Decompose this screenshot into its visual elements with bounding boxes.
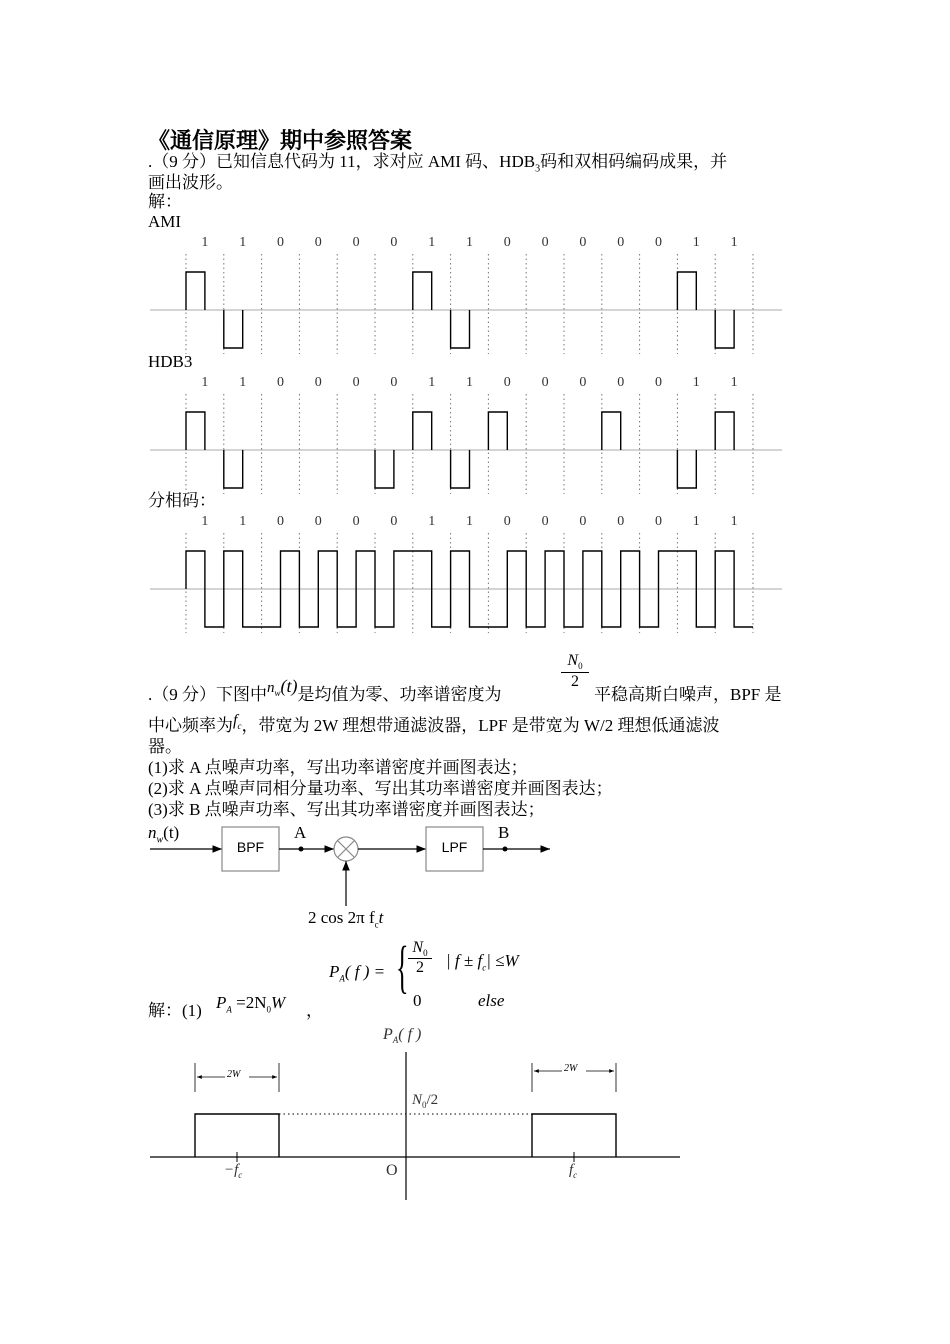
pa-rhs-tail: W: [271, 993, 286, 1012]
plot-right-band: [532, 1114, 616, 1157]
pa-comma: ，: [306, 1001, 323, 1020]
case1-num: N: [412, 939, 424, 956]
input-t: (t): [163, 823, 180, 842]
plot-y-sub: A: [392, 1035, 399, 1046]
point-b-dot: [503, 847, 508, 852]
fc-sub: c: [237, 721, 242, 732]
biphase-bit-label: 0: [352, 514, 360, 529]
solution-label: 解：(1): [148, 1001, 202, 1020]
hdb3-bit-label: 0: [390, 375, 398, 390]
q2-item3: (3)求 B 点噪声功率、写出其功率谱密度并画图表达；: [148, 800, 545, 819]
ami-bit-label: 0: [503, 235, 511, 250]
biphase-bit-label: 1: [466, 514, 473, 529]
plot-origin-label: O: [386, 1162, 398, 1179]
plot-y-label: [383, 1026, 421, 1045]
hdb3-bit-label: 1: [692, 375, 700, 390]
lpf-label: LPF: [441, 839, 468, 855]
neg-fc-sub: c: [238, 1170, 243, 1180]
case1-cond-sub: c: [482, 962, 487, 973]
input-n: n: [148, 823, 157, 842]
hdb3-bit-label: 0: [579, 375, 587, 390]
carrier-text: 2 cos 2π f: [308, 908, 375, 927]
q2-line2a: 中心频率为: [148, 716, 233, 735]
biphase-bit-label: 0: [541, 514, 549, 529]
q2-item2: (2)求 A 点噪声同相分量功率、写出其功率谱密度并画图表达；: [148, 779, 613, 798]
ami-bit-label: 1: [730, 235, 738, 250]
plot-fc-label: [569, 1162, 577, 1180]
ami-bit-label: 1: [239, 235, 247, 250]
hdb3-bit-label: 0: [655, 375, 662, 390]
pa-f-sub: A: [339, 973, 345, 984]
pa-f-p: P: [329, 962, 340, 981]
ami-bit-label: 0: [352, 235, 360, 250]
plot-y-p: P: [383, 1026, 393, 1043]
q2-item1: (1)求 A 点噪声功率，写出功率谱密度并画图表达；: [148, 758, 528, 777]
ami-bit-label: 0: [617, 235, 625, 250]
page-title: 《通信原理》期中参照答案: [148, 128, 413, 153]
biphase-bit-label: 0: [579, 514, 587, 529]
q2-line3: 器。: [148, 737, 182, 756]
input-sub: w: [156, 834, 164, 846]
plot-bw-right: 2W: [564, 1063, 578, 1074]
frac-num: N: [567, 652, 579, 669]
fc-sub-plot: c: [573, 1170, 578, 1180]
biphase-bit-label: 0: [390, 514, 398, 529]
bpf-label: BPF: [236, 839, 265, 855]
q2-intro-c: 平稳高斯白噪声，BPF 是: [594, 685, 782, 704]
case1-num-sub: 0: [423, 948, 428, 959]
case1-condition: [446, 951, 519, 972]
frac-den: 2: [571, 673, 579, 691]
biphase-bit-label: 1: [428, 514, 436, 529]
plot-level-label: [412, 1092, 438, 1110]
ami-bit-label: 1: [466, 235, 473, 250]
biphase-bit-label: 1: [239, 514, 247, 529]
hdb3-bit-label: 0: [503, 375, 511, 390]
pa-equation: [216, 993, 285, 1014]
carrier-label: [308, 908, 383, 929]
hdb3-bit-label: 1: [730, 375, 738, 390]
plot-neg-fc-label: [224, 1162, 242, 1180]
brace: {: [396, 934, 409, 999]
ami-bit-label: 0: [390, 235, 398, 250]
ami-bit-label: 1: [692, 235, 700, 250]
biphase-bit-label: 0: [503, 514, 511, 529]
hdb3-label: HDB3: [148, 352, 193, 371]
biphase-bit-label: 0: [314, 514, 322, 529]
case2-condition: else: [478, 991, 505, 1010]
fc-f: f: [233, 712, 238, 729]
plot-bw-left: 2W: [227, 1069, 241, 1080]
ami-bit-label: 1: [428, 235, 436, 250]
pa-rhs-sub: 0: [266, 1004, 272, 1015]
q1-line1-text: .（9 分）已知信息代码为 11，求对应 AMI 码、HDB: [148, 152, 536, 171]
case1-fraction: [408, 939, 432, 977]
case1-den: 2: [416, 959, 424, 977]
pa-p: P: [216, 993, 227, 1012]
hdb3-bit-label: 0: [617, 375, 625, 390]
fc-f-plot: f: [569, 1162, 574, 1178]
nw-sub: w: [274, 688, 281, 698]
biphase-bit-label: 1: [730, 514, 738, 529]
point-b-label: B: [498, 823, 510, 842]
pa-rhs: =2N: [231, 993, 267, 1012]
case1-cond-text: | f ± f: [446, 951, 483, 970]
q1-line2: 画出波形。: [148, 173, 233, 192]
ami-label: AMI: [148, 212, 182, 231]
q2-intro-b: 是均值为零、功率谱密度为: [297, 685, 502, 704]
hdb3-bit-label: 1: [466, 375, 473, 390]
hdb3-bit-label: 0: [314, 375, 322, 390]
hdb3-bit-label: 0: [352, 375, 360, 390]
plot-level-tail: /2: [426, 1092, 439, 1108]
hdb3-bit-label: 1: [239, 375, 247, 390]
hdb3-bit-label: 0: [541, 375, 549, 390]
hdb3-bit-label: 0: [277, 375, 284, 390]
hdb3-bit-label: 1: [201, 375, 209, 390]
plot-level-sub: 0: [422, 1100, 427, 1110]
pa-f-lhs: [329, 962, 385, 983]
q2-intro-a: .（9 分）下图中: [148, 685, 267, 704]
carrier-t: t: [378, 908, 384, 927]
biphase-bit-label: 1: [692, 514, 700, 529]
ami-bit-label: 0: [541, 235, 549, 250]
point-a-dot: [299, 847, 304, 852]
biphase-bit-label: 0: [617, 514, 625, 529]
ami-bit-label: 0: [579, 235, 587, 250]
pa-f-arg: ( f ) =: [344, 962, 386, 981]
case2-value: 0: [413, 991, 422, 1010]
nw-t: (t): [280, 676, 298, 696]
ami-bit-label: 1: [201, 235, 209, 250]
case1-cond-tail: | ≤W: [486, 951, 519, 970]
ami-bit-label: 0: [277, 235, 284, 250]
q1-sub: 3: [535, 163, 541, 175]
biphase-bit-label: 0: [277, 514, 284, 529]
biphase-bit-label: 0: [655, 514, 662, 529]
plot-y-arg: ( f ): [398, 1026, 422, 1043]
biphase-bit-label: 1: [201, 514, 209, 529]
neg-fc-f: −f: [224, 1162, 239, 1178]
plot-left-band: [195, 1114, 279, 1157]
hdb3-bit-label: 1: [428, 375, 436, 390]
ami-bit-label: 0: [655, 235, 662, 250]
input-label: [148, 823, 179, 845]
ami-bit-label: 0: [314, 235, 322, 250]
point-a-label: A: [294, 823, 307, 842]
q2-line2b: ，带宽为 2W 理想带通滤波器，LPF 是带宽为 W/2 理想低通滤波: [241, 716, 720, 735]
frac-num-sub: 0: [578, 661, 583, 672]
q1-line1-tail: 码和双相码编码成果，并: [540, 152, 728, 171]
nw-n: n: [267, 680, 275, 696]
carrier-sub: c: [374, 919, 379, 930]
pa-sub: A: [226, 1004, 232, 1015]
plot-level-n: N: [412, 1092, 423, 1108]
answer-label: 解：: [148, 192, 182, 211]
biphase-label: 分相码：: [148, 491, 216, 510]
